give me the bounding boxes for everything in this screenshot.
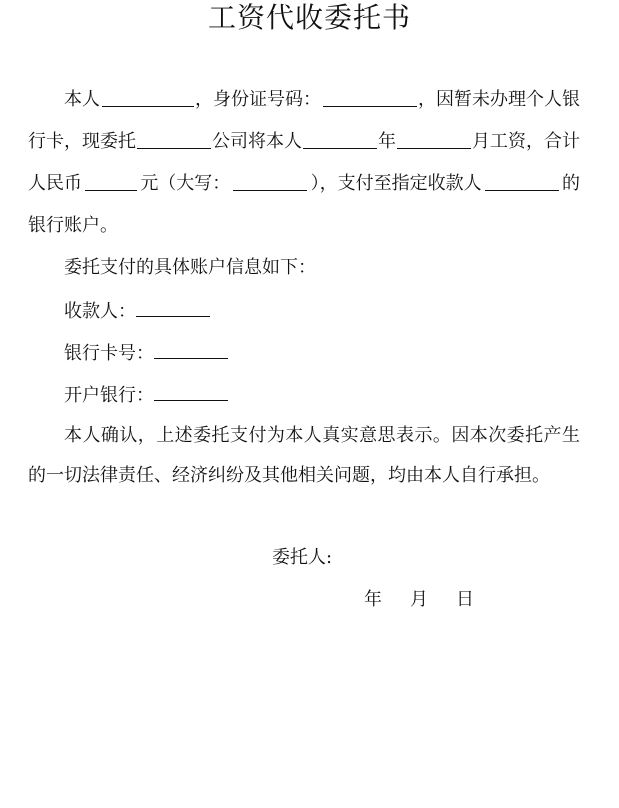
para1-line3 [28,172,580,196]
confirm-line2: 的一切法律责任、经济纠纷及其他相关问题，均由本人自行承担。 [28,465,550,486]
amount-words-blank [233,172,307,191]
recipient-blank [485,172,559,191]
text-segment: 公司将本人 [212,131,302,152]
month-blank [397,130,471,149]
card-number-label: 银行卡号： [64,343,154,364]
para1-line4: 银行账户。 [28,215,118,236]
payee-label: 收款人： [64,301,136,322]
date-day-label: 日 [456,589,474,610]
id-number-blank [323,88,417,107]
para1-line2 [28,130,580,154]
text-segment: 的 [561,173,580,194]
payee-row [64,298,210,324]
text-segment: ），支付至指定收款人 [310,173,482,194]
bank-blank [154,382,228,401]
bank-label: 开户银行： [64,385,154,406]
signer-label: 委托人: [272,547,333,568]
year-blank [303,130,377,149]
date-month-label: 月 [410,589,428,610]
text-segment: 人民币 [28,173,82,194]
confirm-line1: 本人确认，上述委托支付为本人真实意思表示。因本次委托产生 [64,425,580,446]
name-blank [102,88,194,107]
amount-blank [85,172,137,191]
text-segment: 年 [378,131,396,152]
text-segment: 本人 [64,89,100,110]
date-year-label: 年 [364,589,382,610]
text-segment: 行卡，现委托 [28,131,136,152]
card-number-blank [154,340,228,359]
payee-blank [136,298,210,317]
text-segment: ，身份证号码： [195,89,321,110]
text-segment: 元（大写： [140,173,231,194]
para1-line1 [64,88,580,112]
text-segment: 月工资，合计 [472,131,580,152]
document-title: 工资代收委托书 [207,1,411,34]
bank-row [64,382,228,408]
account-intro: 委托支付的具体账户信息如下： [64,257,316,278]
company-blank [137,130,211,149]
card-number-row [64,340,228,366]
text-segment: ，因暂未办理个人银 [418,89,580,110]
